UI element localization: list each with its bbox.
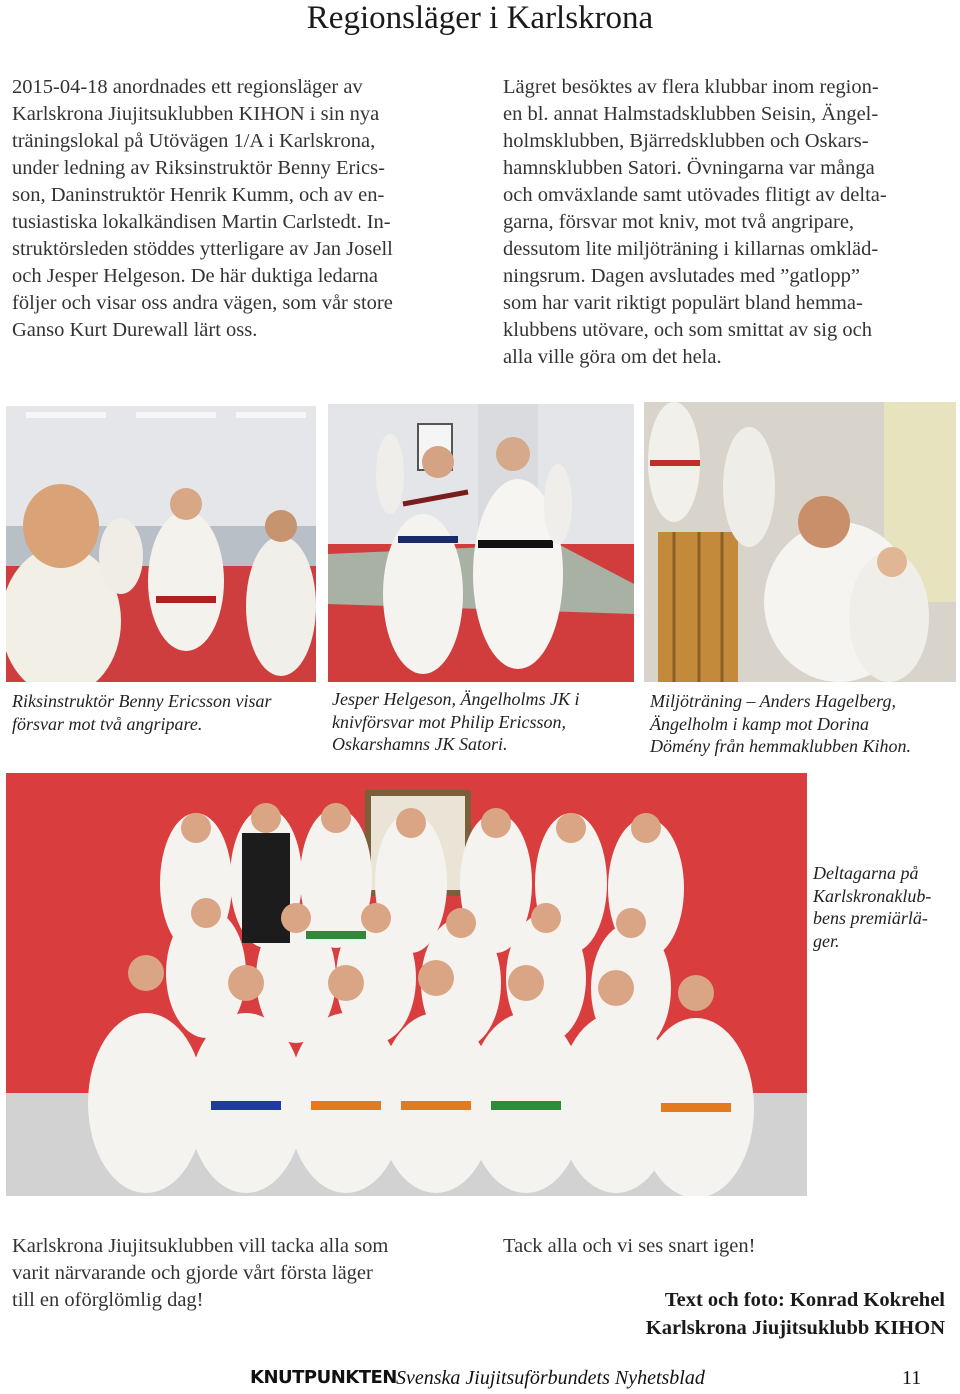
text-line: under ledning av Riksinstruktör Benny Erics- xyxy=(12,157,385,179)
text-line: Ganso Kurt Durewall lärt oss. xyxy=(12,319,258,341)
caption-line: Jesper Helgeson, Ängelholms JK i xyxy=(332,689,580,709)
photo3-caption xyxy=(650,690,956,758)
photo-group-participants xyxy=(6,773,807,1196)
text-line: träningslokal på Utövägen 1/A i Karlskrona, xyxy=(12,130,376,152)
text-line: garna, försvar mot kniv, mot två angripare, xyxy=(503,211,855,233)
page-number: 11 xyxy=(902,1367,922,1389)
footer-brand: KNUTPUNKTEN xyxy=(250,1367,397,1388)
page-title: Regionsläger i Karlskrona xyxy=(306,0,654,36)
photo-credit xyxy=(503,1286,945,1342)
text-line: ningsrum. Dagen avslutades med ”gatlopp” xyxy=(503,265,860,287)
caption-line: ger. xyxy=(813,930,840,951)
group-photo-caption xyxy=(813,862,958,952)
caption-line: försvar mot två angripare. xyxy=(12,713,203,734)
text-line: Karlskrona Jiujitsuklubben vill tacka alla som xyxy=(12,1235,389,1257)
photo-knife-defence xyxy=(328,404,634,682)
text-line: 2015-04-18 anordnades ett regionsläger av xyxy=(12,76,363,98)
closing-right-text: Tack alla och vi ses snart igen! xyxy=(503,1235,756,1257)
text-line: tusiastiska lokalkändisen Martin Carlstedt. In- xyxy=(12,211,391,233)
text-line: Karlskrona Jiujitsuklubben KIHON i sin nya xyxy=(12,103,380,125)
text-line: en bl. annat Halmstadsklubben Seisin, Ängel- xyxy=(503,103,879,125)
caption-line: Karlskronaklub- xyxy=(813,885,932,906)
intro-left-column xyxy=(12,74,482,344)
text-line: klubbens utövare, och som smittat av sig och xyxy=(503,319,872,341)
text-line: struktörsleden stöddes ytterligare av Jan Josell xyxy=(12,238,393,260)
text-line: varit närvarande och gjorde vårt första läger xyxy=(12,1262,373,1284)
caption-line: Dömény från hemmaklubben Kihon. xyxy=(650,736,911,756)
caption-line: knivförsvar mot Philip Ericsson, xyxy=(332,711,566,732)
text-line: Lägret besöktes av flera klubbar inom region- xyxy=(503,76,879,98)
credit-line: Karlskrona Jiujitsuklubb KIHON xyxy=(645,1317,945,1339)
text-line: och omväxlande samt utövades flitigt av delta- xyxy=(503,184,887,206)
caption-line: Riksinstruktör Benny Ericsson visar xyxy=(12,691,272,711)
text-line: som har varit riktigt populärt bland hemma- xyxy=(503,292,863,314)
footer xyxy=(0,1364,960,1394)
caption-line: Ängelholm i kamp mot Dorina xyxy=(650,713,869,734)
credit-line: Text och foto: Konrad Kokrehel xyxy=(664,1289,945,1311)
caption-line: Oskarshamns JK Satori. xyxy=(332,734,508,754)
text-line: son, Daninstruktör Henrik Kumm, och av en- xyxy=(12,184,385,206)
photo2-caption xyxy=(332,688,632,756)
footer-subtitle: Svenska Jiujitsuförbundets Nyhetsblad xyxy=(396,1367,705,1389)
photo1-caption xyxy=(12,690,322,735)
text-line: dessutom lite miljöträning i killarnas omkläd- xyxy=(503,238,879,260)
photo-training-two-attackers xyxy=(6,406,316,682)
text-line: hamnsklubben Satori. Övningarna var många xyxy=(503,157,875,179)
text-line: och Jesper Helgeson. De här duktiga ledarna xyxy=(12,265,379,287)
text-line: holmsklubben, Bjärredsklubben och Oskars- xyxy=(503,130,869,152)
caption-line: bens premiärlä- xyxy=(813,908,928,928)
intro-right-column xyxy=(503,74,953,371)
photo-changing-room-training xyxy=(644,402,956,682)
caption-line: Miljöträning – Anders Hagelberg, xyxy=(650,691,896,711)
text-line: följer och visar oss andra vägen, som vår store xyxy=(12,292,393,314)
closing-left-column xyxy=(12,1233,482,1314)
caption-line: Deltagarna på xyxy=(813,863,919,883)
text-line: till en oförglömlig dag! xyxy=(12,1289,204,1311)
text-line: alla ville göra om det hela. xyxy=(503,346,722,368)
